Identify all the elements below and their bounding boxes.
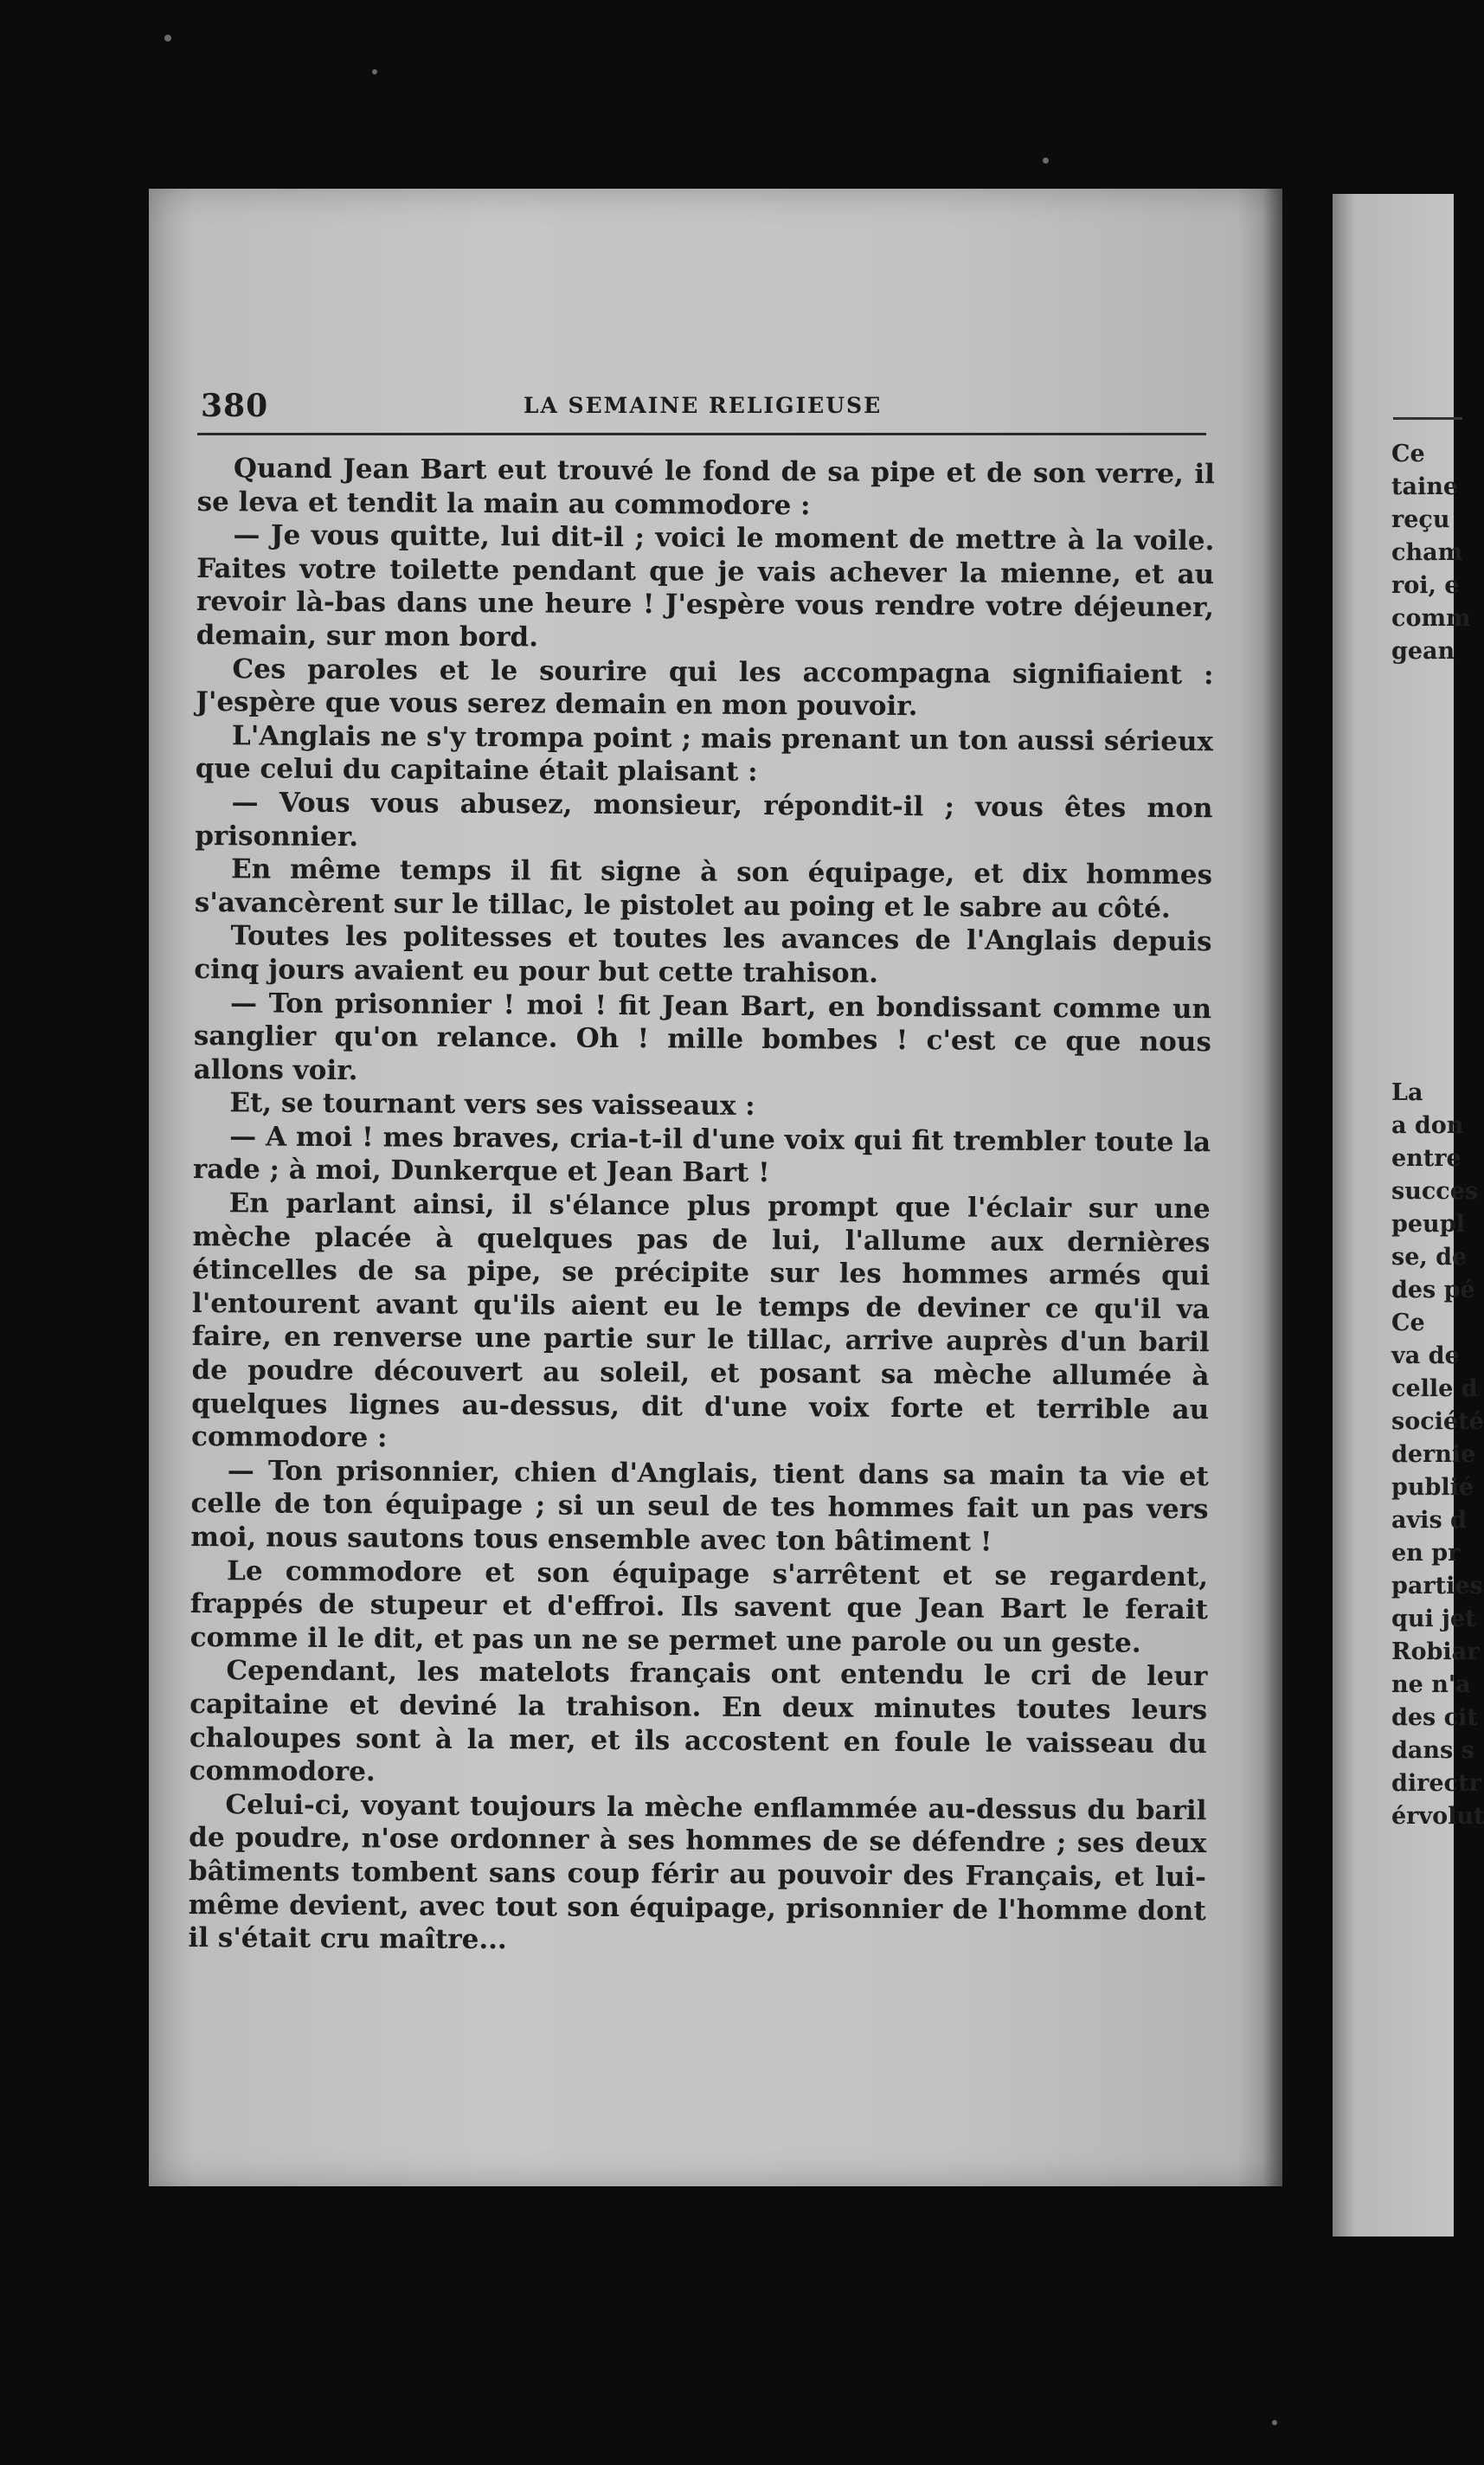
running-title: LA SEMAINE RELIGIEUSE xyxy=(523,393,883,418)
text-fragment: a don xyxy=(1391,1112,1464,1139)
paragraph: Quand Jean Bart eut trouvé le fond de sa pipe et de son verre, il se leva et tendit la main au commodore : xyxy=(196,453,1215,521)
text-fragment: des pé xyxy=(1391,1277,1475,1303)
paragraph: — Vous vous abusez, monsieur, répondit-il ; vous êtes mon prisonnier. xyxy=(195,787,1213,853)
text-fragment: dernie xyxy=(1391,1441,1476,1468)
text-fragment: comm xyxy=(1391,605,1471,632)
text-fragment: en pr xyxy=(1391,1540,1461,1567)
text-fragment: succes xyxy=(1391,1178,1479,1205)
text-fragment: celle d xyxy=(1391,1375,1478,1402)
text-fragment: gean xyxy=(1391,638,1455,665)
header-rule xyxy=(197,433,1206,435)
text-fragment: se, de xyxy=(1391,1244,1468,1271)
paragraph: En parlant ainsi, il s'élance plus prompt que l'éclair sur une mèche placée à quelques pas de lui, l'allume aux dernières étincelles de sa pipe, se précipite sur les hommes armés qui l'entourent avant qu'ils aient eu le temps de deviner ce qu'il va faire, en renverse une partie sur le tillac, arrive auprès d'un baril de poudre découvert au soleil, et posant sa mèche allumée à quelques lignes au-dessus, dit d'une voix forte et terrible au commodore : xyxy=(190,1187,1211,1454)
text-fragment: entre xyxy=(1391,1145,1462,1172)
text-fragment: publié xyxy=(1391,1474,1474,1501)
text-fragment: directr xyxy=(1391,1770,1481,1797)
text-fragment: société xyxy=(1391,1408,1484,1435)
paragraph: Le commodore et son équipage s'arrêtent et se regardent, frappés de stupeur et d'effroi. Ils savent que Jean Bart le ferait comme il le dit, et pas un ne se permet une parole ou un geste. xyxy=(190,1554,1209,1659)
text-fragment: roi, e xyxy=(1391,572,1460,599)
paragraph: — Je vous quitte, lui dit-il ; voici le moment de mettre à la voile. Faites votre toilette pendant que je vais achever la mienne, et au revoir là-bas dans une heure ! J'espère vous rendre votre déjeuner, demain, sur mon bord. xyxy=(196,519,1215,653)
running-head xyxy=(201,388,1205,431)
text-fragment: reçu xyxy=(1391,506,1450,533)
facing-page xyxy=(1333,194,1484,2237)
article-body xyxy=(188,452,1215,1961)
text-fragment: avis d xyxy=(1391,1507,1467,1534)
paragraph: Ces paroles et le sourire qui les accompagna signifiaient : J'espère que vous serez demain en mon pouvoir. xyxy=(196,653,1214,723)
paragraph: En même temps il fit signe à son équipage, et dix hommes s'avancèrent sur le tillac, le pistolet au poing et le sabre au côté. xyxy=(194,853,1213,924)
paragraph: Toutes les politesses et toutes les avances de l'Anglais depuis cinq jours avaient eu pour but cette trahison. xyxy=(194,920,1212,989)
paragraph: — Ton prisonnier ! moi ! fit Jean Bart, en bondissant comme un sanglier qu'on relance. Oh ! mille bombes ! c'est ce que nous allons voir. xyxy=(193,987,1212,1086)
text-fragment: Ce xyxy=(1391,1310,1425,1336)
page-number: 380 xyxy=(201,388,269,424)
text-fragment: parties xyxy=(1391,1573,1483,1599)
text-fragment: La xyxy=(1391,1079,1423,1106)
paragraph: Et, se tournant vers ses vaisseaux : xyxy=(229,1087,755,1123)
page-fold-shadow xyxy=(1263,189,1282,2186)
facing-page-rule xyxy=(1393,417,1462,420)
film-speck xyxy=(1043,158,1049,164)
facing-top-fragments xyxy=(1391,438,1471,668)
facing-bottom-fragments xyxy=(1391,1077,1484,1833)
paragraph: Celui-ci, voyant toujours la mèche enflammée au-dessus du baril de poudre, n'ose ordonner à ses hommes de se défendre ; ses deux bâtiments tombent sans coup férir au pouvoir des Français, et lui-même devient, avec tout son équipage, prisonnier de l'homme dont il s'était cru maître... xyxy=(188,1788,1207,1956)
text-fragment: taine xyxy=(1391,473,1459,500)
text-fragment: peupl xyxy=(1391,1211,1465,1238)
text-fragment: va de xyxy=(1391,1342,1460,1369)
text-fragment: ne n'a xyxy=(1391,1671,1471,1698)
text-fragment: dans s xyxy=(1391,1737,1474,1764)
film-speck xyxy=(164,35,171,42)
text-fragment: cham xyxy=(1391,539,1463,566)
text-fragment: Robiar xyxy=(1391,1638,1480,1665)
paragraph: — A moi ! mes braves, cria-t-il d'une voix qui fit trembler toute la rade ; à moi, Dunkerque et Jean Bart ! xyxy=(192,1121,1211,1189)
text-fragment: qui jet xyxy=(1391,1606,1476,1632)
text-fragment: érvolut xyxy=(1391,1803,1484,1830)
paragraph: Cependant, les matelots français ont entendu le cri de leur capitaine et deviné la trahison. En deux minutes toutes leurs chaloupes sont à la mer, et ils accostent en foule le vaisseau du commodore. xyxy=(189,1655,1208,1788)
paragraph: — Ton prisonnier, chien d'Anglais, tient dans sa main ta vie et celle de ton équipage ; si un seul de tes hommes fait un pas vers moi, nous sautons tous ensemble avec ton bâtiment ! xyxy=(190,1455,1209,1558)
film-speck xyxy=(372,69,377,74)
text-fragment: Ce xyxy=(1391,441,1425,467)
film-speck xyxy=(1272,2420,1277,2425)
text-fragment: des cit xyxy=(1391,1704,1478,1731)
paragraph: L'Anglais ne s'y trompa point ; mais prenant un ton aussi sérieux que celui du capitaine était plaisant : xyxy=(195,720,1214,788)
